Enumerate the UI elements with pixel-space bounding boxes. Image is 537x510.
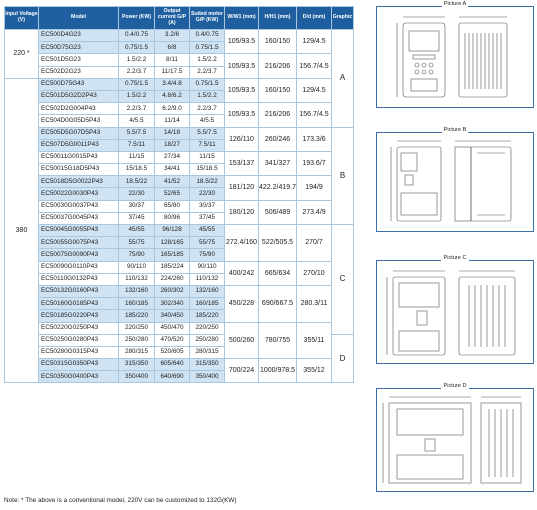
header-model: Model: [39, 7, 119, 30]
table-row: [5, 151, 354, 163]
model-cell: EC50220G0250P43: [39, 322, 119, 334]
motor-cell: 280/315: [190, 346, 225, 358]
motor-cell: 2.2/3.7: [190, 103, 225, 115]
table-row: [5, 285, 354, 297]
power-cell: 18.5/22: [119, 176, 155, 188]
model-cell: EC501D5G23: [39, 54, 119, 66]
current-cell: 52/65: [155, 188, 190, 200]
current-cell: 41/52: [155, 176, 190, 188]
power-cell: 0.75/1.5: [119, 42, 155, 54]
current-cell: 65/80: [155, 200, 190, 212]
power-cell: 350/400: [119, 371, 155, 383]
model-cell: EC50037G0045P43: [39, 212, 119, 224]
current-cell: 4.8/6.2: [155, 90, 190, 102]
height-cell: 216/206: [259, 103, 297, 127]
motor-cell: 350/400: [190, 371, 225, 383]
height-cell: 522/505.5: [259, 225, 297, 262]
depth-cell: 173.3/6: [297, 127, 332, 151]
header-suited-motor: Suited motor G/P (KW): [190, 7, 225, 30]
model-cell: EC50315G0350P43: [39, 359, 119, 371]
width-cell: 105/93.5: [225, 54, 259, 78]
table-row: [5, 176, 354, 188]
motor-cell: 0.4/0.75: [190, 30, 225, 42]
current-cell: 18/27: [155, 139, 190, 151]
current-cell: 520/605: [155, 346, 190, 358]
picture-b-panel: [376, 127, 534, 232]
current-cell: 14/18: [155, 127, 190, 139]
current-cell: 302/340: [155, 298, 190, 310]
current-cell: 450/470: [155, 322, 190, 334]
motor-cell: 90/110: [190, 261, 225, 273]
motor-cell: 0.75/1.5: [190, 78, 225, 90]
model-cell: EC50022G0030P43: [39, 188, 119, 200]
picture-d-title: Picture D: [443, 383, 467, 389]
width-cell: 153/137: [225, 151, 259, 175]
height-cell: 160/150: [259, 78, 297, 102]
model-cell: EC504D0G05D5P43: [39, 115, 119, 127]
motor-cell: 37/45: [190, 212, 225, 224]
picture-a-drawing: [377, 7, 533, 107]
depth-cell: 280.3/11: [297, 285, 332, 322]
height-cell: 665/634: [259, 261, 297, 285]
depth-cell: 355/12: [297, 359, 332, 383]
current-cell: 470/520: [155, 334, 190, 346]
picture-b-title: Picture B: [443, 127, 467, 133]
power-cell: 90/110: [119, 261, 155, 273]
power-cell: 0.75/1.5: [119, 78, 155, 90]
depth-cell: 194/9: [297, 176, 332, 200]
graphic-cell: B: [332, 127, 354, 225]
power-cell: 75/90: [119, 249, 155, 261]
height-cell: 780/755: [259, 322, 297, 359]
model-cell: EC50132G0160P43: [39, 285, 119, 297]
header-height: H/H1 (mm): [259, 7, 297, 30]
header-depth: D/d (mm): [297, 7, 332, 30]
current-cell: 34/41: [155, 164, 190, 176]
footnote: Note: * The above is a conventional model, 220V can be customized to 132G(KW): [4, 497, 237, 504]
model-cell: EC50160G0185P43: [39, 298, 119, 310]
picture-a-panel: [376, 1, 534, 108]
height-cell: 690/667.5: [259, 285, 297, 322]
model-cell: EC50D75G23: [39, 42, 119, 54]
power-cell: 11/15: [119, 151, 155, 163]
table-row: [5, 103, 354, 115]
width-cell: 105/93.5: [225, 103, 259, 127]
header-width: W/W1 (mm): [225, 7, 259, 30]
depth-cell: 193.6/7: [297, 151, 332, 175]
current-cell: 11/17.5: [155, 66, 190, 78]
power-cell: 220/250: [119, 322, 155, 334]
current-cell: 27/34: [155, 151, 190, 163]
current-cell: 165/185: [155, 249, 190, 261]
depth-cell: 355/11: [297, 322, 332, 359]
model-cell: EC50011G0015P43: [39, 151, 119, 163]
height-cell: 422.2/419.7: [259, 176, 297, 200]
header-voltage: Input Voltage (V): [5, 7, 39, 30]
depth-cell: 129/4.5: [297, 78, 332, 102]
motor-cell: 11/15: [190, 151, 225, 163]
model-cell: EC50090G0110P43: [39, 261, 119, 273]
power-cell: 37/45: [119, 212, 155, 224]
power-cell: 30/37: [119, 200, 155, 212]
current-cell: 6/8: [155, 42, 190, 54]
motor-cell: 250/280: [190, 334, 225, 346]
power-cell: 1.5/2.2: [119, 90, 155, 102]
current-cell: 640/690: [155, 371, 190, 383]
power-cell: 0.4/0.75: [119, 30, 155, 42]
model-cell: EC50045G0055P43: [39, 225, 119, 237]
model-cell: EC50075G0090P43: [39, 249, 119, 261]
height-cell: 1000/978.5: [259, 359, 297, 383]
width-cell: 181/120: [225, 176, 259, 200]
table-row: [5, 30, 354, 42]
motor-cell: 15/18.5: [190, 164, 225, 176]
motor-cell: 30/37: [190, 200, 225, 212]
model-cell: EC50250G0280P43: [39, 334, 119, 346]
power-cell: 22/30: [119, 188, 155, 200]
depth-cell: 270/10: [297, 261, 332, 285]
power-cell: 5.5/7.5: [119, 127, 155, 139]
motor-cell: 185/220: [190, 310, 225, 322]
table-row: [5, 78, 354, 90]
model-cell: EC500D4G23: [39, 30, 119, 42]
current-cell: 8/11: [155, 54, 190, 66]
height-cell: 160/150: [259, 30, 297, 54]
motor-cell: 220/250: [190, 322, 225, 334]
motor-cell: 0.75/1.5: [190, 42, 225, 54]
current-cell: 3.4/4.8: [155, 78, 190, 90]
power-cell: 7.5/11: [119, 139, 155, 151]
width-cell: 180/120: [225, 200, 259, 224]
power-cell: 1.5/2.2: [119, 54, 155, 66]
motor-cell: 1.5/2.2: [190, 90, 225, 102]
motor-cell: 22/30: [190, 188, 225, 200]
table-row: [5, 261, 354, 273]
graphic-cell: C: [332, 225, 354, 335]
current-cell: 224/260: [155, 273, 190, 285]
depth-cell: 273.4/9: [297, 200, 332, 224]
power-cell: 160/185: [119, 298, 155, 310]
width-cell: 450/228: [225, 285, 259, 322]
table-row: [5, 200, 354, 212]
motor-cell: 75/90: [190, 249, 225, 261]
power-cell: 45/55: [119, 225, 155, 237]
current-cell: 128/165: [155, 237, 190, 249]
model-cell: EC5018D5G0022P43: [39, 176, 119, 188]
model-cell: EC505D5G07D5P43: [39, 127, 119, 139]
power-cell: 15/18.5: [119, 164, 155, 176]
model-cell: EC50055G0075P43: [39, 237, 119, 249]
model-cell: EC50280G0315P43: [39, 346, 119, 358]
current-cell: 260/302: [155, 285, 190, 297]
model-cell: EC501D5G2D2P43: [39, 90, 119, 102]
current-cell: 185/224: [155, 261, 190, 273]
current-cell: 340/450: [155, 310, 190, 322]
power-cell: 132/160: [119, 285, 155, 297]
depth-cell: 156.7/4.5: [297, 54, 332, 78]
height-cell: 260/246: [259, 127, 297, 151]
width-cell: 500/260: [225, 322, 259, 359]
picture-c-panel: [376, 255, 534, 364]
motor-cell: 2.2/3.7: [190, 66, 225, 78]
motor-cell: 315/350: [190, 359, 225, 371]
width-cell: 126/110: [225, 127, 259, 151]
table-row: [5, 127, 354, 139]
power-cell: 110/132: [119, 273, 155, 285]
table-header-row: [5, 7, 354, 30]
width-cell: 400/242: [225, 261, 259, 285]
width-cell: 105/93.5: [225, 30, 259, 54]
power-cell: 2.2/3.7: [119, 66, 155, 78]
model-cell: EC50030G0037P43: [39, 200, 119, 212]
motor-cell: 132/160: [190, 285, 225, 297]
picture-d-panel: [376, 383, 534, 492]
model-cell: EC50110G0132P43: [39, 273, 119, 285]
current-cell: 80/96: [155, 212, 190, 224]
model-cell: EC502D2G23: [39, 66, 119, 78]
header-output-current: Output current G/P (A): [155, 7, 190, 30]
power-cell: 4/5.5: [119, 115, 155, 127]
spec-table: [4, 6, 354, 383]
motor-cell: 1.5/2.2: [190, 54, 225, 66]
height-cell: 341/327: [259, 151, 297, 175]
motor-cell: 55/75: [190, 237, 225, 249]
header-power: Power (KW): [119, 7, 155, 30]
model-cell: EC507D5G0011P43: [39, 139, 119, 151]
power-cell: 250/280: [119, 334, 155, 346]
current-cell: 6.2/9.0: [155, 103, 190, 115]
table-row: [5, 359, 354, 371]
width-cell: 700/224: [225, 359, 259, 383]
motor-cell: 45/55: [190, 225, 225, 237]
picture-b-drawing: [377, 133, 533, 231]
picture-c-drawing: [377, 261, 533, 363]
graphic-cell: A: [332, 30, 354, 128]
model-cell: EC50015G18D5P43: [39, 164, 119, 176]
current-cell: 11/14: [155, 115, 190, 127]
power-cell: 2.2/3.7: [119, 103, 155, 115]
motor-cell: 110/132: [190, 273, 225, 285]
model-cell: EC500D75G43: [39, 78, 119, 90]
model-cell: EC50185G0220P43: [39, 310, 119, 322]
motor-cell: 5.5/7.5: [190, 127, 225, 139]
height-cell: 506/489: [259, 200, 297, 224]
table-row: [5, 322, 354, 334]
picture-d-drawing: [377, 389, 533, 491]
voltage-cell: 220 *: [5, 30, 39, 79]
table-row: [5, 54, 354, 66]
motor-cell: 160/185: [190, 298, 225, 310]
motor-cell: 18.5/22: [190, 176, 225, 188]
picture-a-title: Picture A: [443, 1, 467, 7]
current-cell: 605/640: [155, 359, 190, 371]
table-row: [5, 225, 354, 237]
current-cell: 3.2/6: [155, 30, 190, 42]
width-cell: 105/93.5: [225, 78, 259, 102]
power-cell: 55/75: [119, 237, 155, 249]
picture-c-title: Picture C: [443, 255, 467, 261]
model-cell: EC502D2G004P43: [39, 103, 119, 115]
motor-cell: 7.5/11: [190, 139, 225, 151]
depth-cell: 156.7/4.5: [297, 103, 332, 127]
height-cell: 216/206: [259, 54, 297, 78]
model-cell: EC50350G0400P43: [39, 371, 119, 383]
power-cell: 315/350: [119, 359, 155, 371]
header-graphic: Graphic: [332, 7, 354, 30]
motor-cell: 4/5.5: [190, 115, 225, 127]
voltage-cell: 380: [5, 78, 39, 383]
power-cell: 185/220: [119, 310, 155, 322]
current-cell: 96/128: [155, 225, 190, 237]
graphic-cell: D: [332, 334, 354, 383]
power-cell: 280/315: [119, 346, 155, 358]
depth-cell: 270/7: [297, 225, 332, 262]
depth-cell: 129/4.5: [297, 30, 332, 54]
width-cell: 272.4/160: [225, 225, 259, 262]
